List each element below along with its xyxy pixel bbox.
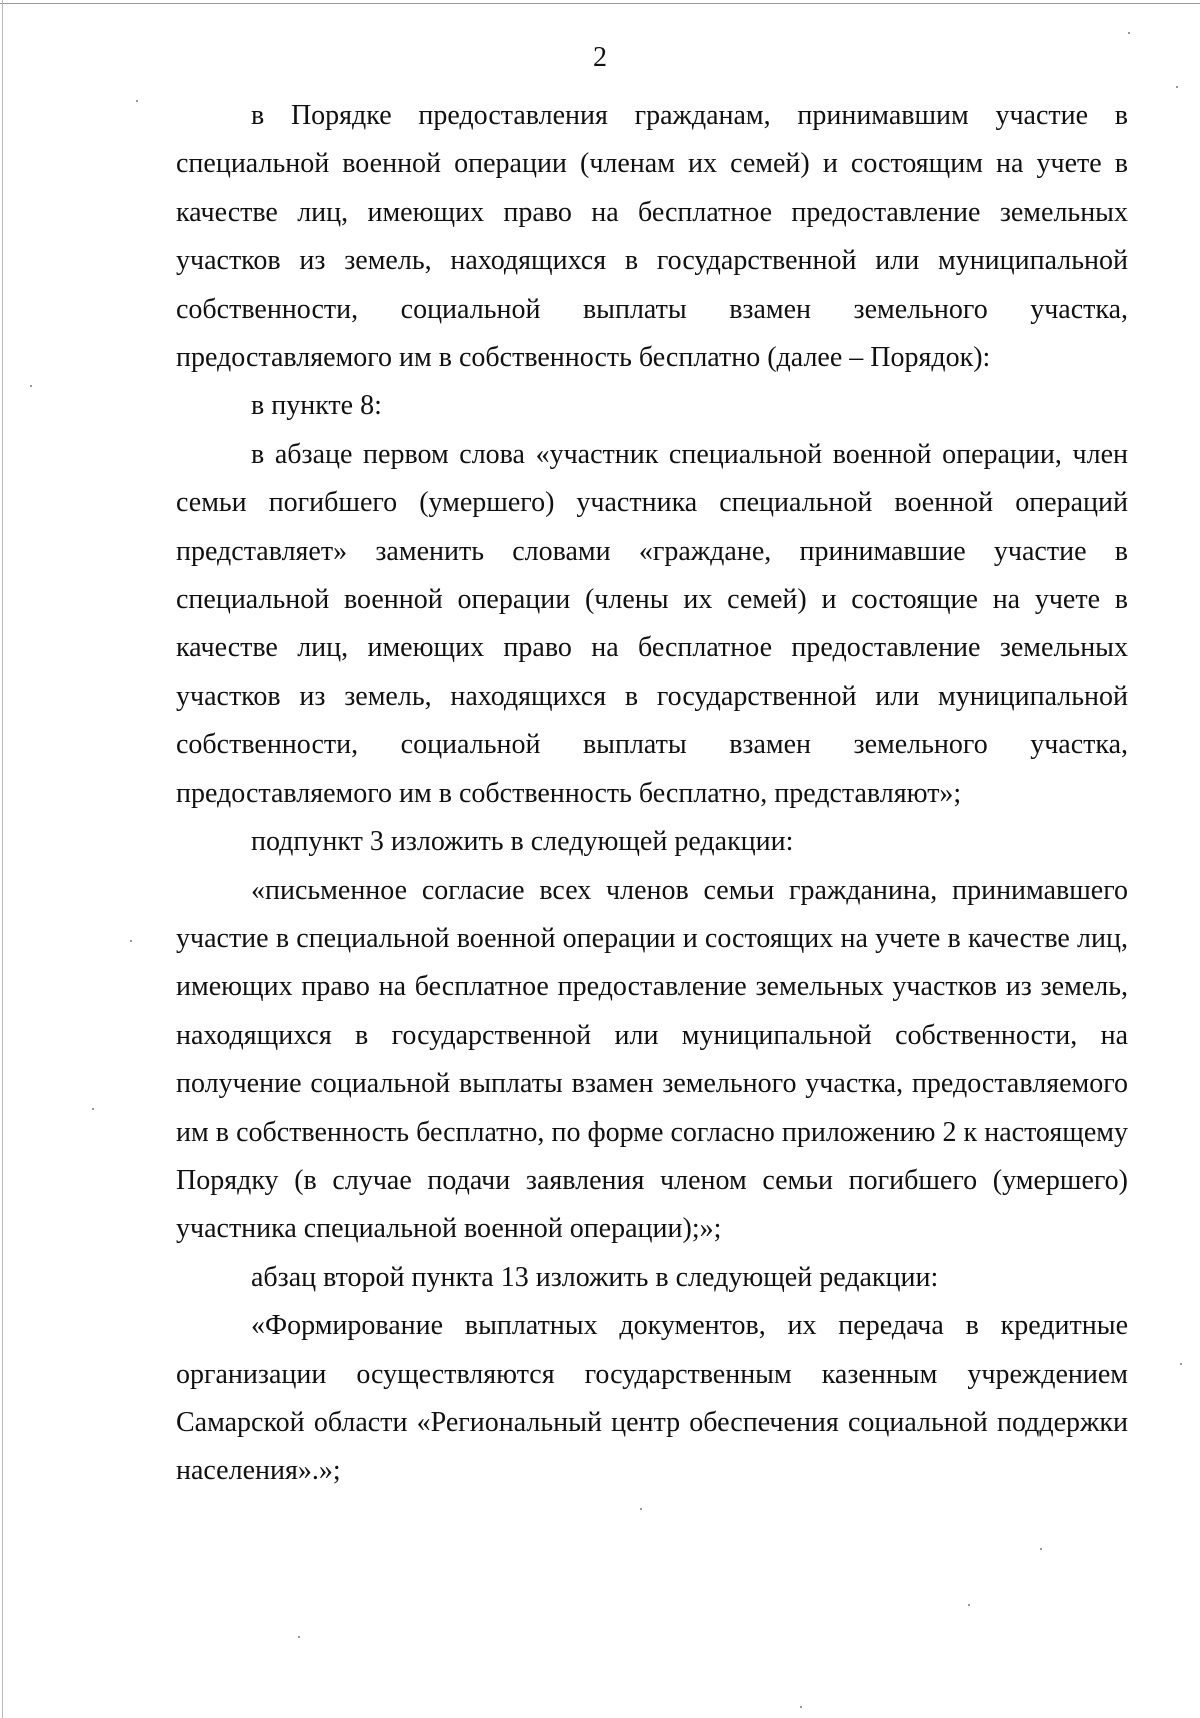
scan-speck — [968, 1604, 970, 1606]
scan-speck — [640, 1508, 642, 1510]
scan-speck — [1180, 1363, 1182, 1365]
scan-speck — [30, 385, 32, 387]
scan-speck — [92, 1108, 94, 1110]
document-body — [176, 92, 1128, 1496]
scan-speck — [130, 940, 132, 942]
paragraph-point-8: в пункте 8: — [251, 390, 382, 422]
scan-speck — [298, 1636, 300, 1638]
left-edge-line — [2, 0, 3, 1718]
paragraph-first-indent-replacement: в абзаце первом слова «участник специальной военной операции, член семьи погибшего (умершего) участника специальной военной операций представляет» заменить словами «граждане, принимавшие участие в специальной военной операции (члены их семей) и состоящие на учете в качестве лиц, имеющих право на бесплатное предоставление земельных участков из земель, находящихся в государственной или муниципальной собственности, социальной выплаты взамен земельного участка, предоставляемого им в собственность бесплатно, представляют»; — [176, 438, 1128, 809]
paragraph-written-consent: «письменное согласие всех членов семьи гражданина, принимавшего участие в специальной военной операции и состоящих на учете в качестве лиц, имеющих право на бесплатное предоставление земельных участков из земель, находящихся в государственной или муниципальной собственности, на получение социальной выплаты взамен земельного участка, предоставляемого им в собственность бесплатно, по форме согласно приложению 2 к настоящему Порядку (в случае подачи заявления членом семьи погибшего (умершего) участника специальной военной операции);»; — [176, 874, 1128, 1245]
paragraph-subpoint-3: подпункт 3 изложить в следующей редакции: — [251, 826, 794, 858]
scan-speck — [800, 1706, 802, 1708]
paragraph-point-13: абзац второй пункта 13 изложить в следующей редакции: — [251, 1261, 939, 1293]
paragraph-order-title: в Порядке предоставления гражданам, принимавшим участие в специальной военной операции (членам их семей) и состоящим на учете в качестве лиц, имеющих право на бесплатное предоставление земельных участков из земель, находящихся в государственной или муниципальной собственности, социальной выплаты взамен земельного участка, предоставляемого им в собственность бесплатно (далее – Порядок): — [176, 100, 1128, 374]
scan-speck — [136, 100, 138, 102]
scan-speck — [1040, 1548, 1042, 1550]
top-edge-line — [0, 3, 1200, 4]
scan-speck — [1128, 32, 1130, 34]
paragraph-payment-documents: «Формирование выплатных документов, их передача в кредитные организации осуществляются государственным казенным учреждением Самарской области «Региональный центр обеспечения социальной поддержки населения».»; — [176, 1310, 1128, 1487]
page-number: 2 — [593, 42, 607, 73]
scan-speck — [1176, 86, 1178, 88]
